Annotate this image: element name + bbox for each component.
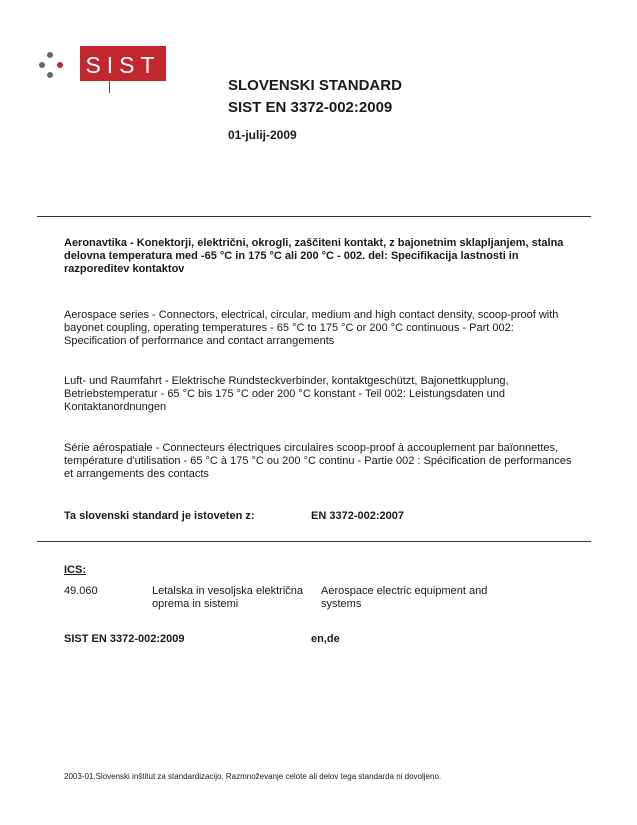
title-slovenian: Aeronavtika - Konektorji, električni, okrogli, zaščiteni kontakt, z bajonetnim sklapljanjem, stalna delovna temperatura med -65 °C in 175 °C ali 200 °C - 002. del: Specifikacija lastnosti in razporeditev kontaktov [64,237,564,275]
logo-dots-icon [38,49,78,83]
logo-divider [109,81,110,93]
ics-description-en: Aerospace electric equipment and systems [321,585,488,610]
title-french: Série aérospatiale - Connecteurs électriques circulaires scoop-proof à accouplement par baïonnettes, température d'utilisation - 65 °C à 175 °C ou 200 °C continu - Partie 002 : Spécification de performances et arrangements des contacts [64,442,572,480]
ics-description-sl: Letalska in vesoljska električna oprema in sistemi [152,585,304,610]
standard-type: SLOVENSKI STANDARD [228,77,402,94]
standard-languages: en,de [311,633,340,645]
identical-label: Ta slovenski standard je istoveten z: [64,510,255,522]
standard-code: SIST EN 3372-002:2009 [228,99,393,116]
title-german: Luft- und Raumfahrt - Elektrische Rundsteckverbinder, kontaktgeschützt, Bajonettkupplung, Betriebstemperatur - 65 °C bis 175 °C oder 200 °C konstant - Teil 002: Leistungsdaten und Kontaktanordnungen [64,375,509,413]
divider-bottom [37,541,591,542]
ics-code: 49.060 [64,585,98,597]
logo-text: SIST [85,52,161,78]
publication-date: 01-julij-2009 [228,128,297,142]
ics-label: ICS: [64,564,86,576]
copyright-footer: 2003-01.Slovenski inštitut za standardizacijo. Razmnoževanje celote ali delov tega standarda ni dovoljeno. [64,772,442,781]
title-english: Aerospace series - Connectors, electrical, circular, medium and high contact density, scoop-proof with bayonet coupling, operating temperatures - 65 °C to 175 °C or 200 °C continuous - Part 002: Specification of performance and contact arrangements [64,309,559,347]
bottom-standard-code: SIST EN 3372-002:2009 [64,633,185,645]
divider-top [37,216,591,217]
identical-value: EN 3372-002:2007 [311,510,404,522]
